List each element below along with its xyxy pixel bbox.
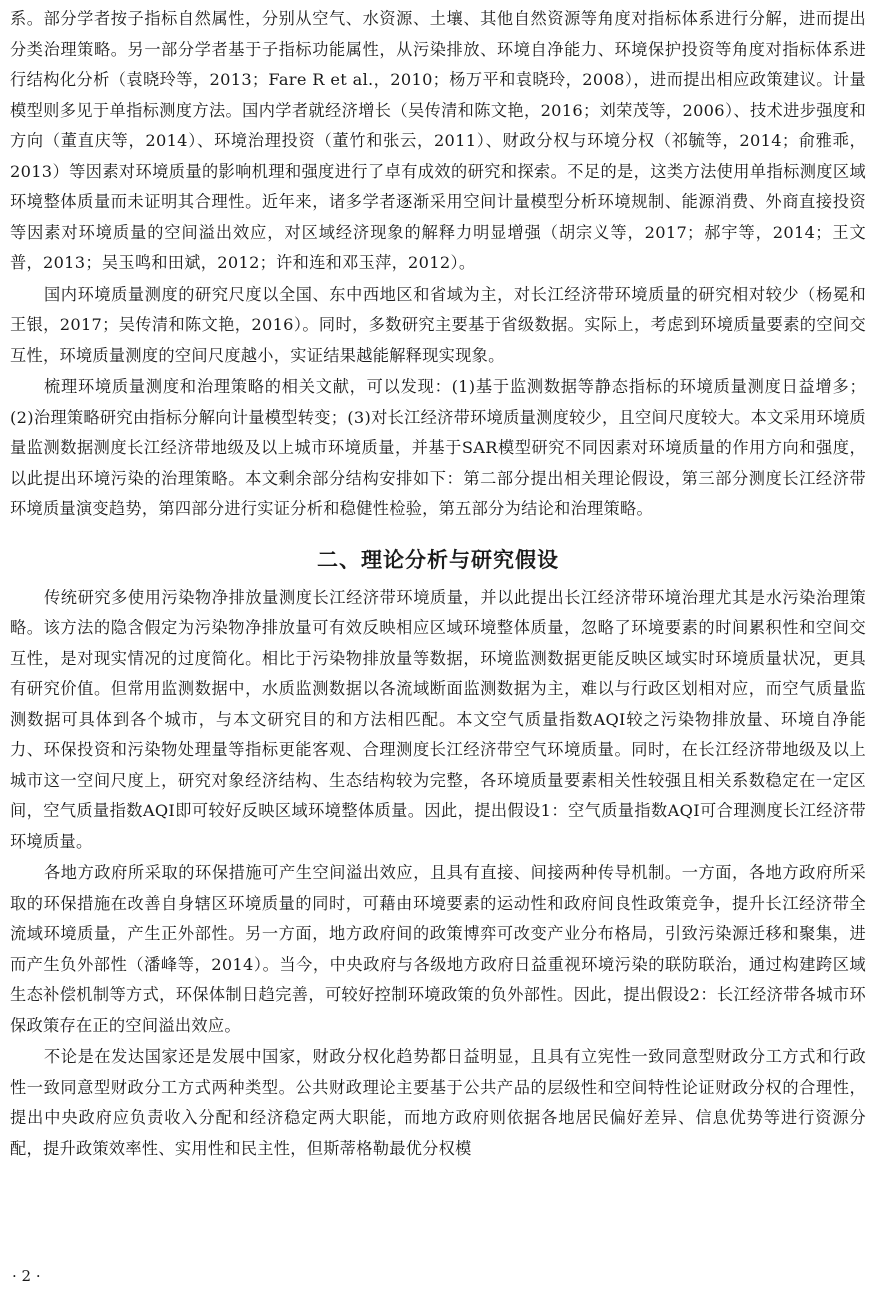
page-number: · 2 · [12,1267,41,1285]
paper-page [10,4,866,1164]
body-paragraph-1: 系。部分学者按子指标自然属性，分别从空气、水资源、土壤、其他自然资源等角度对指标体系进行分解，进而提出分类治理策略。另一部分学者基于子指标功能属性，从污染排放、环境自净能力、环境保护投资等角度对指标体系进行结构化分析（袁晓玲等，2013；Fare R et al.，2010；杨万平和袁晓玲，2008），进而提出相应政策建议。计量模型则多见于单指标测度方法。国内学者就经济增长（吴传清和陈文艳，2016；刘荣茂等，2006）、技术进步强度和方向（董直庆等，2014）、环境治理投资（董竹和张云，2011）、财政分权与环境分权（祁毓等，2014；俞雅乖，2013）等因素对环境质量的影响机理和强度进行了卓有成效的研究和探索。不足的是，这类方法使用单指标测度区域环境整体质量而未证明其合理性。近年来，诸多学者逐渐采用空间计量模型分析环境规制、能源消费、外商直接投资等因素对环境质量的空间溢出效应，对区域经济现象的解释力明显增强（胡宗义等，2017；郝宇等，2014；王文普，2013；吴玉鸣和田斌，2012；许和连和邓玉萍，2012）。 [10,9,866,272]
body-paragraph-4: 传统研究多使用污染物净排放量测度长江经济带环境质量，并以此提出长江经济带环境治理尤其是水污染治理策略。该方法的隐含假定为污染物净排放量可有效反映相应区域环境整体质量，忽略了环境要素的时间累积性和空间交互性，是对现实情况的过度简化。相比于污染物排放量等数据，环境监测数据更能反映区域实时环境质量状况，更具有研究价值。但常用监测数据中，水质监测数据以各流域断面监测数据为主，难以与行政区划相对应，而空气质量监测数据可具体到各个城市，与本文研究目的和方法相匹配。本文空气质量指数AQI较之污染物排放量、环境自净能力、环保投资和污染物处理量等指标更能客观、合理测度长江经济带空气环境质量。同时，在长江经济带地级及以上城市这一空间尺度上，研究对象经济结构、生态结构较为完整，各环境质量要素相关性较强且相关系数稳定在一定区间，空气质量指数AQI即可较好反映区域环境整体质量。因此，提出假设1：空气质量指数AQI可合理测度长江经济带环境质量。 [10,587,866,851]
body-paragraph-3: 梳理环境质量测度和治理策略的相关文献，可以发现：(1)基于监测数据等静态指标的环境质量测度日益增多；(2)治理策略研究由指标分解向计量模型转变；(3)对长江经济带环境质量测度较少，且空间尺度较大。本文采用环境质量监测数据测度长江经济带地级及以上城市环境质量，并基于SAR模型研究不同因素对环境质量的作用方向和强度，以此提出环境污染的治理策略。本文剩余部分结构安排如下：第二部分提出相关理论假设，第三部分测度长江经济带环境质量演变趋势，第四部分进行实证分析和稳健性检验，第五部分为结论和治理策略。 [10,377,866,518]
body-paragraph-6: 不论是在发达国家还是发展中国家，财政分权化趋势都日益明显，且具有立宪性一致同意型财政分工方式和行政性一致同意型财政分工方式两种类型。公共财政理论主要基于公共产品的层级性和空间特性论证财政分权的合理性，提出中央政府应负责收入分配和经济稳定两大职能，而地方政府则依据各地居民偏好差异、信息优势等进行资源分配，提升政策效率性、实用性和民主性，但斯蒂格勒最优分权模 [10,1047,866,1158]
body-paragraph-2: 国内环境质量测度的研究尺度以全国、东中西地区和省域为主，对长江经济带环境质量的研究相对较少（杨冕和王银，2017；吴传清和陈文艳，2016）。同时，多数研究主要基于省级数据。实际上，考虑到环境质量要素的空间交互性，环境质量测度的空间尺度越小，实证结果越能解释现实现象。 [10,284,866,365]
body-paragraph-5: 各地方政府所采取的环保措施可产生空间溢出效应，且具有直接、间接两种传导机制。一方面，各地方政府所采取的环保措施在改善自身辖区环境质量的同时，可藉由环境要素的运动性和政府间良性政策竞争，提升长江经济带全流域环境质量，产生正外部性。另一方面，地方政府间的政策博弈可改变产业分布格局，引致污染源迁移和聚集，进而产生负外部性（潘峰等，2014）。当今，中央政府与各级地方政府日益重视环境污染的联防联治，通过构建跨区域生态补偿机制等方式，环保体制日趋完善，可较好控制环境政策的负外部性。因此，提出假设2：长江经济带各城市环保政策存在正的空间溢出效应。 [10,863,866,1035]
section-heading: 二、理论分析与研究假设 [317,547,559,572]
